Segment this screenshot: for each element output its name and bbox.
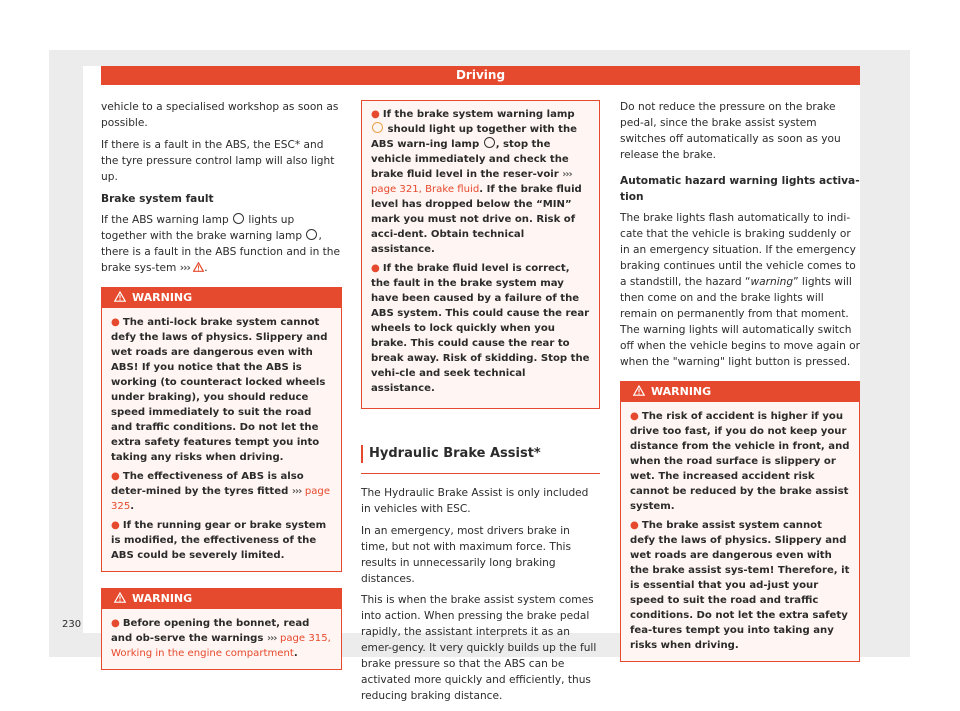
warning-header: WARNING: [102, 589, 341, 609]
page-number: 230: [62, 619, 82, 630]
column-2: [361, 100, 600, 711]
warning-body: [621, 402, 859, 661]
warning-header: WARNING: [102, 288, 341, 308]
warning-body: [102, 609, 341, 669]
abs-lamp-icon: [484, 137, 495, 148]
abs-lamp-icon: [233, 213, 244, 224]
section-heading: [361, 445, 600, 463]
warning-item: ● The anti-lock brake system cannot defy the laws of physics. Slippery and wet roads are dangerous even with ABS! If you notice that the ABS is working (to counteract locked wheels under braking), you should reduce speed immediately to suit the road and traffic conditions. Do not let the extra safety features tempt you into taking any risks when driving.: [111, 317, 328, 464]
warning-box: [620, 381, 860, 662]
paragraph: This is when the brake assist system comes into action. When pressing the brake pedal rapidly, the assistant interprets it as an emer-gency. It very quickly builds up the full brake pressure so that the ABS can be activated more quickly and efficiently, thus reducing braking distance.: [361, 594, 597, 702]
paragraph: The brake lights flash automatically to indi-cate that the vehicle is braking suddenly or in an emergency situation. If the emergency braking continues until the vehicle comes to a standstill, the hazard “warning” lights will then come on and the brake lights will remain on permanently from that moment. The warning lights will automatically switch off when the vehicle begins to move again or when the "warning" light button is pressed.: [620, 212, 861, 368]
warning-item: ● The brake assist system cannot defy the laws of physics. Slippery and wet roads are dangerous even with the brake assist sys-tem! Therefore, it is essential that you ad-just your speed to suit the road and traffic conditions. Do not let the extra safety fea-tures tempt you into taking any risks when driving.: [630, 519, 850, 651]
subheading: Automatic hazard warning lights activa-tion: [620, 174, 860, 203]
paragraph: If the ABS warning lamp lights up together with the brake warning lamp , there is a fault in the ABS function and in the brake sys-tem ››› .: [101, 214, 341, 275]
warning-item: ● If the brake system warning lamp should light up together with the ABS warn-ing lamp , stop the vehicle immediately and check the brake fluid level in the reser-voir ››› page 321, Brake fluid. If the brake fluid level has dropped below the “MIN” mark you must not drive on. Risk of acci-dent. Obtain technical assistance.: [371, 109, 582, 255]
warning-box: [101, 287, 342, 572]
warning-continuation-box: [361, 100, 600, 409]
page-link[interactable]: page 321, Brake fluid: [371, 184, 480, 195]
warning-item: ● Before opening the bonnet, read and ob-serve the warnings ››› page 315, Working in the engine compartment.: [111, 618, 331, 660]
paragraph: In an emergency, most drivers brake in time, but not with maximum force. This results in unnecessarily long braking distances.: [361, 524, 571, 585]
paragraph: Do not reduce the pressure on the brake ped-al, since the brake assist system switches off automatically as soon as you release the brake.: [620, 101, 841, 161]
paragraph: If there is a fault in the ABS, the ESC* and the tyre pressure control lamp will also light up.: [101, 138, 335, 183]
section-divider: [361, 473, 600, 474]
warning-item: ● The risk of accident is higher if you drive too fast, if you do not keep your distance from the vehicle in front, and when the road surface is slippery or wet. The increased accident risk cannot be reduced by the brake assist system.: [630, 410, 850, 512]
warning-triangle-icon: [633, 385, 645, 396]
warning-item: ● If the running gear or brake system is modified, the effectiveness of the ABS could be severely limited.: [111, 520, 327, 562]
warning-triangle-icon: [114, 291, 126, 302]
warning-box: [101, 588, 342, 670]
page-link[interactable]: page 315, Working in the engine compartment: [111, 633, 331, 660]
warning-body: [102, 308, 341, 571]
paragraph: vehicle to a specialised workshop as soon as possible.: [101, 101, 339, 129]
warning-item: ● If the brake fluid level is correct, the fault in the brake system may have been caused by a failure of the ABS system. This could cause the rear wheels to lock quickly when you brake. This could cause the rear to break away. Risk of skidding. Stop the vehi-cle and seek technical assistance.: [371, 263, 590, 394]
column-1: [101, 100, 342, 670]
brake-lamp-icon: [306, 229, 317, 240]
warning-header: WARNING: [621, 382, 859, 402]
section-title: Hydraulic Brake Assist*: [369, 446, 541, 462]
warning-triangle-icon: [193, 262, 204, 272]
column-3: [620, 100, 860, 662]
warning-triangle-icon: [114, 592, 126, 603]
brake-lamp-icon: [372, 122, 383, 133]
chapter-header: Driving: [101, 66, 860, 85]
warning-item: ● The effectiveness of ABS is also deter-mined by the tyres fitted ››› page 325.: [111, 471, 331, 513]
subheading: Brake system fault: [101, 192, 214, 205]
page-link[interactable]: page 325: [111, 486, 331, 513]
section-accent: [361, 445, 363, 463]
reference-arrows: ›››: [179, 262, 190, 275]
paragraph: The Hydraulic Brake Assist is only included in vehicles with ESC.: [361, 487, 589, 515]
